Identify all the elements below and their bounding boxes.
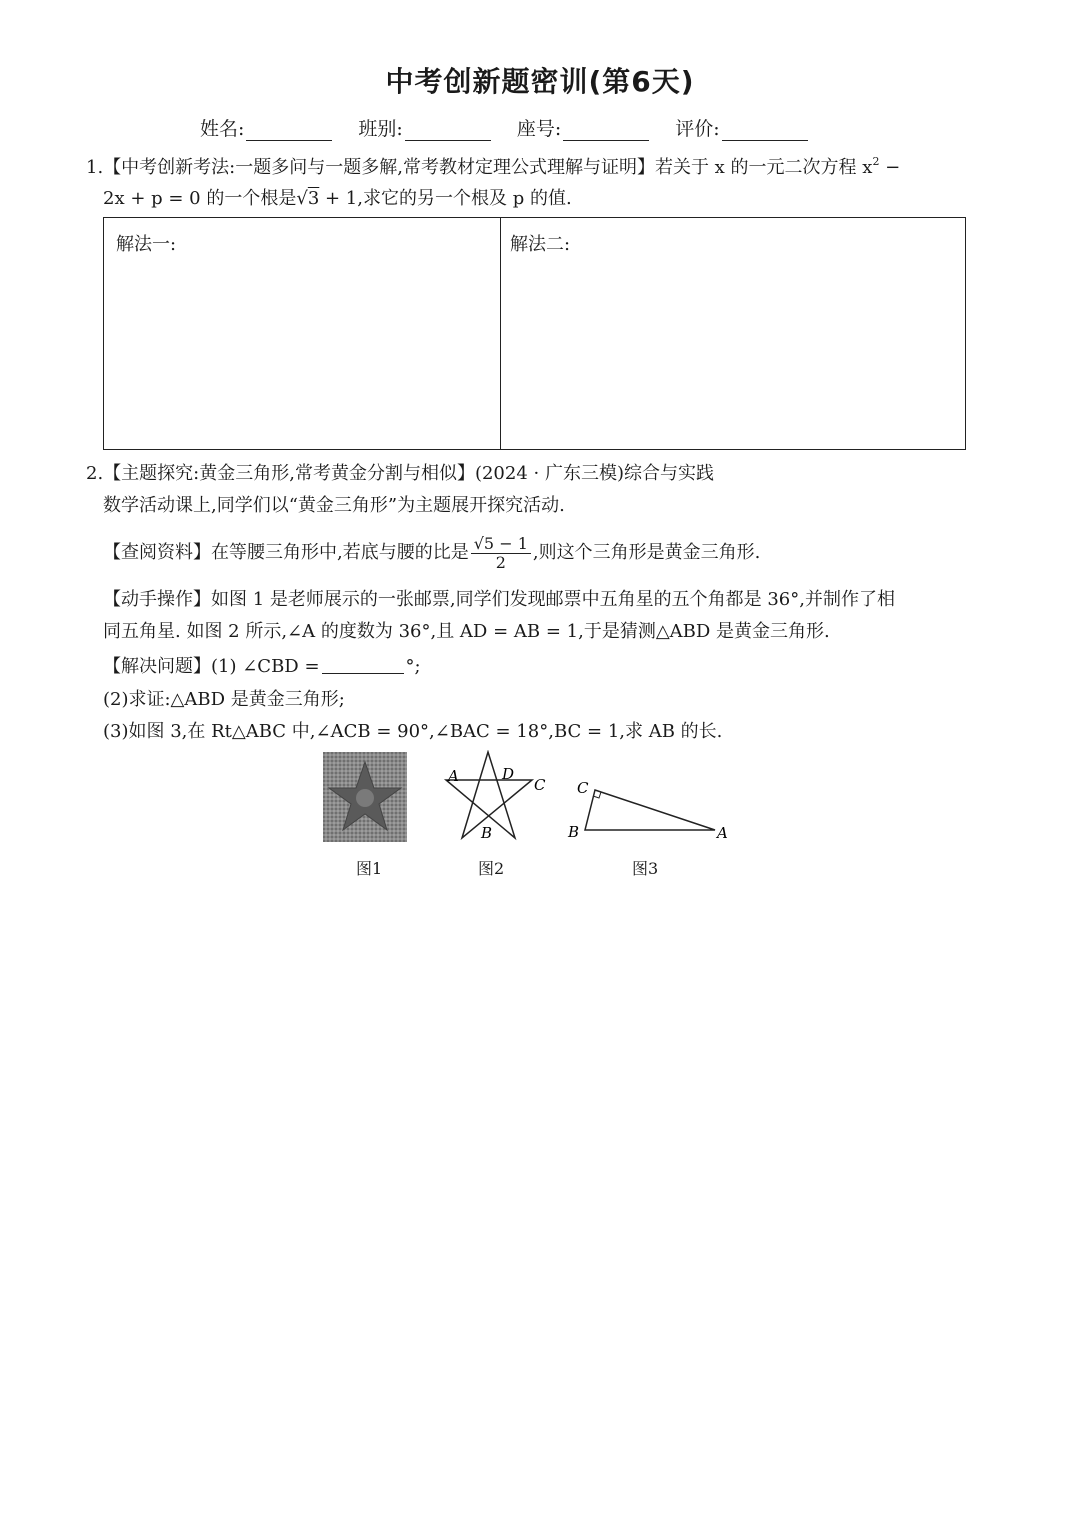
figure1-stamp — [323, 752, 407, 842]
right-triangle-diagram — [565, 776, 735, 846]
fraction-denominator: 2 — [495, 552, 506, 572]
method1-area[interactable] — [116, 230, 176, 256]
label-a: A — [448, 767, 459, 785]
eval-field[interactable] — [675, 114, 807, 141]
seat-blank[interactable] — [563, 120, 649, 141]
angle-cbd-blank[interactable] — [322, 655, 404, 674]
label-b: B — [568, 823, 580, 841]
stamp-emblem — [356, 789, 374, 807]
eval-blank[interactable] — [722, 120, 808, 141]
label-c: C — [577, 779, 589, 797]
label-c: C — [534, 776, 546, 794]
q1-line2-a: 2x + p = 0 的一个根是√ — [103, 188, 308, 209]
name-field[interactable] — [200, 114, 332, 141]
stamp-image — [323, 752, 407, 842]
q1-line2-b: + 1,求它的另一个根及 p 的值. — [319, 188, 572, 209]
q2-part3: (3)如图 3,在 Rt△ABC 中,∠ACB = 90°,∠BAC = 18°,BC = 1,求 AB 的长. — [103, 721, 723, 742]
q2-solve-b: °; — [405, 656, 421, 677]
q2-ref-b: ,则这个三角形是黄金三角形. — [532, 542, 761, 563]
q1-line1 — [86, 149, 900, 181]
class-blank[interactable] — [405, 120, 491, 141]
student-info-row — [200, 114, 808, 141]
fraction-numerator: √5 − 1 — [471, 535, 531, 554]
q1-line2 — [103, 186, 572, 212]
label-b: B — [481, 824, 493, 842]
q2-reference — [103, 531, 760, 575]
pentagram-diagram — [440, 750, 550, 844]
answer-box-divider — [500, 218, 501, 449]
q2-operation-line2: 同五角星. 如图 2 所示,∠A 的度数为 36°,且 AD = AB = 1,于是猜测△ABD 是黄金三角形. — [103, 621, 830, 642]
method2-area[interactable] — [510, 230, 570, 256]
figure2-pentagram — [440, 750, 550, 844]
q2-solve-line — [103, 654, 421, 680]
eval-label: 评价: — [675, 118, 720, 140]
name-label: 姓名: — [200, 118, 245, 140]
seat-field[interactable] — [517, 114, 649, 141]
q2-line1: 2.【主题探究:黄金三角形,常考黄金分割与相似】(2024 · 广东三模)综合与实践 — [86, 463, 714, 484]
label-a: A — [717, 824, 728, 842]
seat-label: 座号: — [516, 118, 562, 140]
answer-box — [103, 217, 966, 450]
q2-part2: (2)求证:△ABD 是黄金三角形; — [103, 689, 345, 710]
q2-solve-a: 【解决问题】(1) ∠CBD = — [103, 656, 320, 677]
triangle-abc — [585, 790, 715, 830]
method1-label: 解法一: — [116, 234, 177, 255]
q2-operation-line1: 【动手操作】如图 1 是老师展示的一张邮票,同学们发现邮票中五角星的五个角都是 36°,并制作了相 — [103, 589, 895, 610]
page-title: 中考创新题密训(第6天) — [385, 65, 695, 98]
figure3-caption: 图3 — [632, 859, 659, 878]
figure3-triangle — [565, 776, 735, 846]
name-blank[interactable] — [246, 120, 332, 141]
q2-ref-a: 【查阅资料】在等腰三角形中,若底与腰的比是 — [103, 542, 469, 563]
class-field[interactable] — [358, 114, 490, 141]
q1-sqrt-value: 3 — [307, 188, 320, 209]
label-d: D — [502, 765, 515, 783]
figure1-caption: 图1 — [356, 859, 383, 878]
figure2-caption: 图2 — [478, 859, 505, 878]
q1-exponent: 2 — [872, 155, 880, 168]
golden-ratio-fraction — [471, 535, 531, 572]
q2-line2: 数学活动课上,同学们以“黄金三角形”为主题展开探究活动. — [103, 495, 565, 516]
method2-label: 解法二: — [510, 234, 571, 255]
class-label: 班别: — [358, 118, 403, 140]
q1-line1-text: 1.【中考创新考法:一题多问与一题多解,常考教材定理公式理解与证明】若关于 x 的一元二次方程 x — [86, 157, 873, 178]
q1-line1-end: − — [879, 157, 901, 178]
